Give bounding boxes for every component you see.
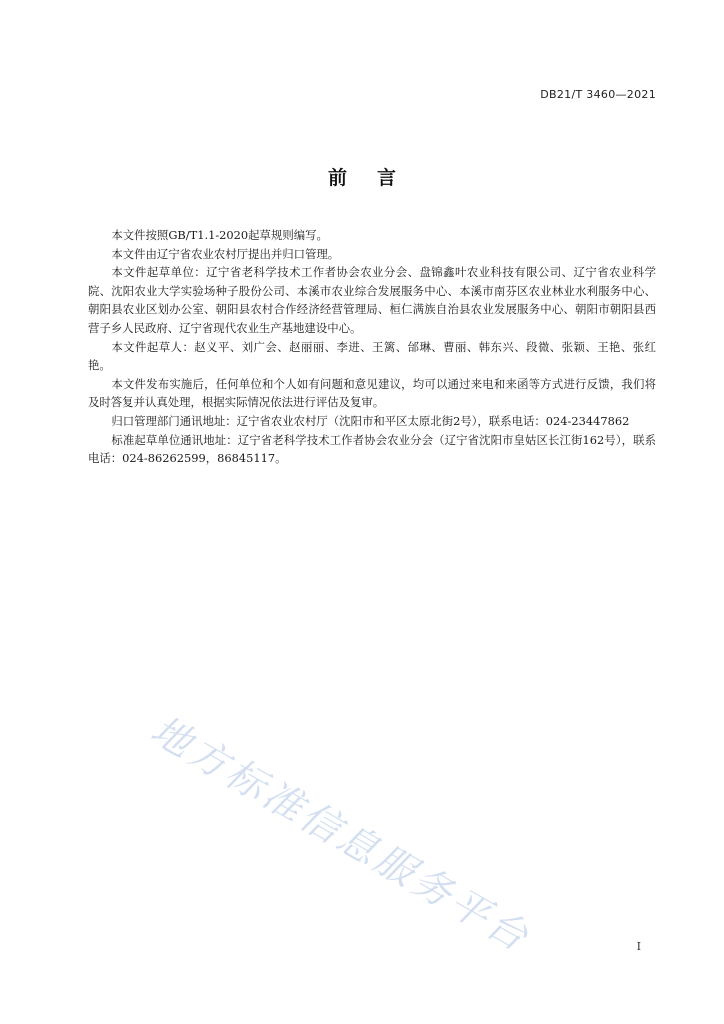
document-body xyxy=(88,226,656,468)
paragraph-management-address: 归口管理部门通讯地址：辽宁省农业农村厅（沈阳市和平区太原北街2号），联系电话：024-23447862 xyxy=(111,413,630,428)
paragraph-feedback: 本文件发布实施后，任何单位和个人如有问题和意见建议，均可以通过来电和来函等方式进行反馈，我们将及时答复并认真处理，根据实际情况依法进行评估及复审。 xyxy=(88,376,656,410)
page-title: 前言 xyxy=(327,167,426,189)
document-code: DB21/T 3460—2021 xyxy=(540,88,656,101)
paragraph-drafting-rules: 本文件按照GB/T1.1-2020起草规则编写。 xyxy=(111,228,328,242)
paragraph-drafters: 本文件起草人：赵义平、刘广会、赵丽丽、李进、王篱、邰琳、曹丽、韩东兴、段微、张颖、王艳、张红艳。 xyxy=(88,339,656,373)
paragraph-drafting-unit-address: 标准起草单位通讯地址：辽宁省老科学技术工作者协会农业分会（辽宁省沈阳市皇姑区长江街162号），联系电话：024-86262599，86845117。 xyxy=(88,432,656,466)
paragraph-drafting-units: 本文件起草单位：辽宁省老科学技术工作者协会农业分会、盘锦鑫叶农业科技有限公司、辽宁省农业科学院、沈阳农业大学实验场种子股份公司、本溪市农业综合发展服务中心、本溪市南芬区农业林业水利服务中心、朝阳县农业区划办公室、朝阳县农村合作经济经营管理局、桓仁满族自治县农业发展服务中心、朝阳市朝阳县西营子乡人民政府、辽宁省现代农业生产基地建设中心。 xyxy=(88,265,656,335)
watermark: 地方标准信息服务平台 xyxy=(143,707,538,962)
paragraph-proposer: 本文件由辽宁省农业农村厅提出并归口管理。 xyxy=(111,246,340,261)
page-number: I xyxy=(636,940,641,953)
